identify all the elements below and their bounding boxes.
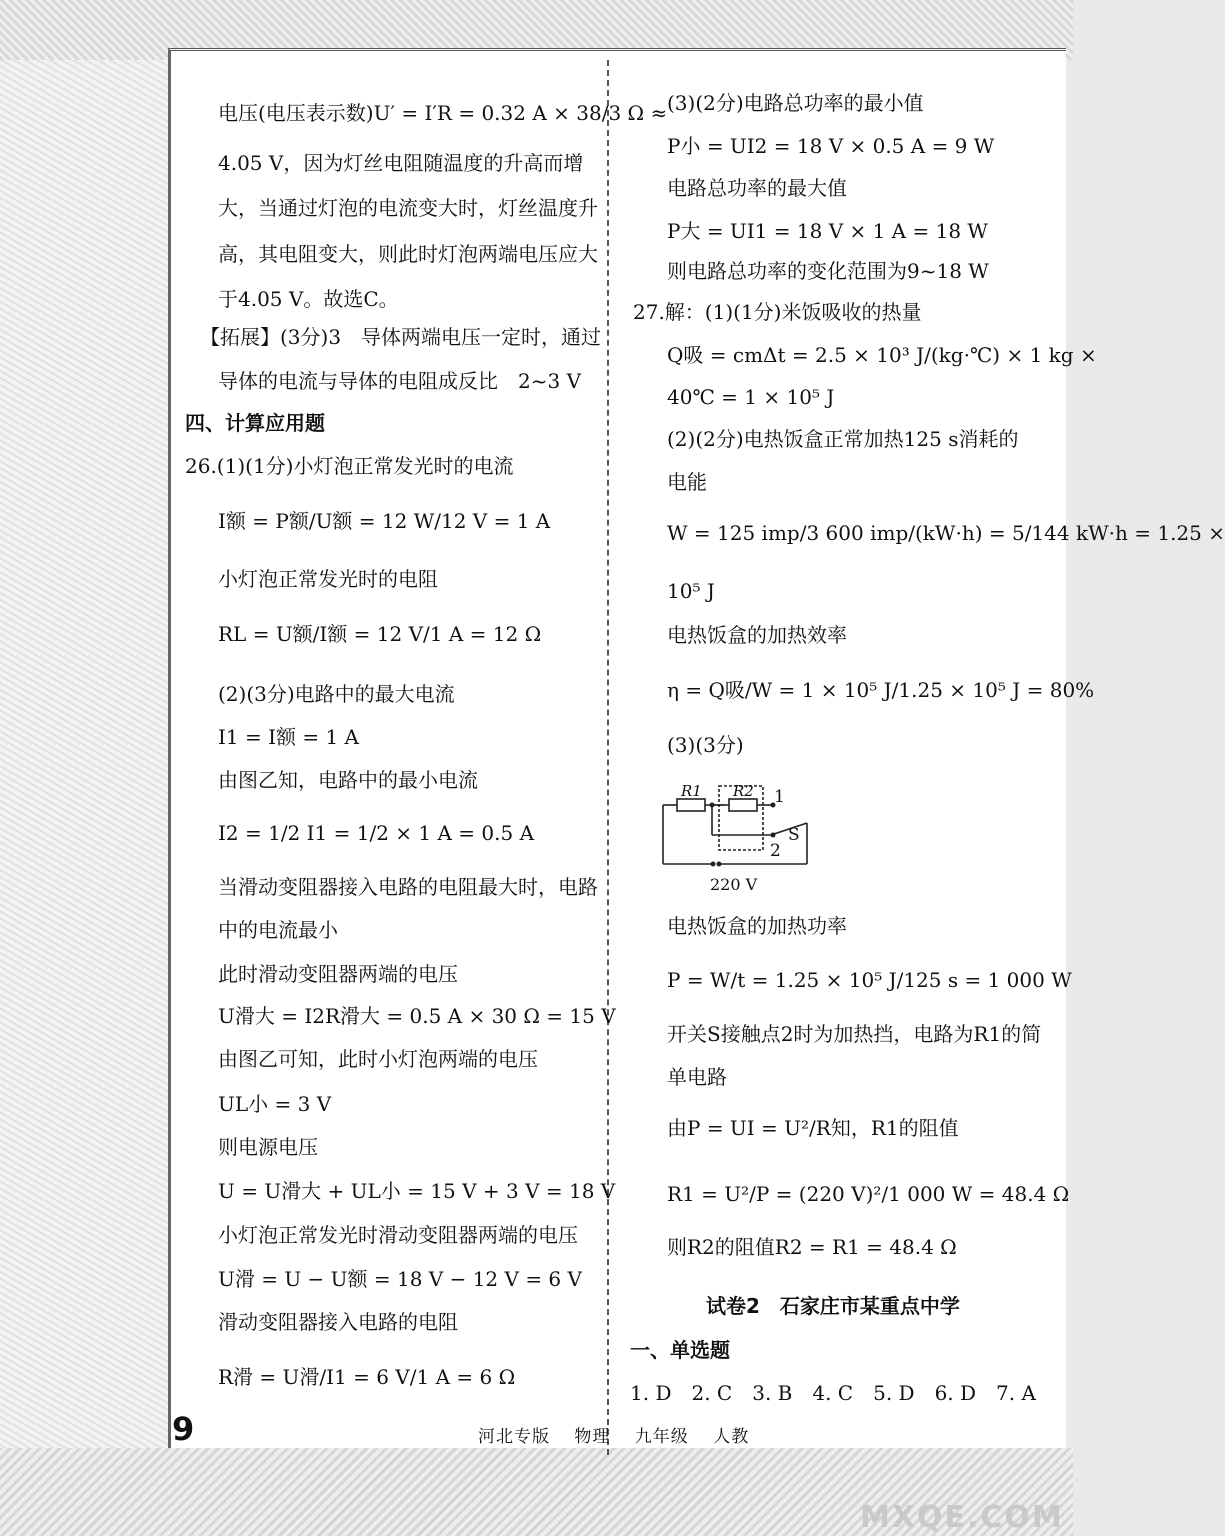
column-divider: [607, 60, 609, 1455]
label-contact-2: 2: [770, 841, 781, 861]
text-line: (3)(2分)电路总功率的最小值: [667, 91, 924, 115]
label-r2: R2: [733, 782, 754, 800]
label-r1: R1: [681, 782, 702, 800]
formula-line: UL小 = 3 V: [218, 1092, 332, 1116]
section-heading: 一、单选题: [630, 1338, 730, 1362]
footer-grade: 九年级: [634, 1427, 689, 1447]
footer-subject: 物理: [574, 1427, 611, 1447]
text-line: 4.05 V，因为灯丝电阻随温度的升高而增: [218, 151, 584, 175]
formula-line: Q吸 = cmΔt = 2.5 × 10³ J/(kg·℃) × 1 kg ×: [667, 343, 1097, 367]
formula-line: RL = U额/I额 = 12 V/1 A = 12 Ω: [218, 622, 542, 646]
formula-line: 则R2的阻值R2 = R1 = 48.4 Ω: [667, 1235, 957, 1259]
text-line: 由图乙可知，此时小灯泡两端的电压: [218, 1047, 538, 1071]
text-line: 则电源电压: [218, 1135, 318, 1159]
watermark: MXQE.COM: [860, 1500, 1064, 1535]
formula-line: 由P = UI = U²/R知，R1的阻值: [667, 1116, 959, 1140]
text-line: (2)(3分)电路中的最大电流: [218, 682, 455, 706]
formula-line: R1 = U²/P = (220 V)²/1 000 W = 48.4 Ω: [667, 1182, 1070, 1206]
left-border-decoration: [0, 0, 170, 1536]
formula-line: P小 = UI2 = 18 V × 0.5 A = 9 W: [667, 134, 995, 158]
text-line: 滑动变阻器接入电路的电阻: [218, 1310, 458, 1334]
paper-title: 试卷2 石家庄市某重点中学: [706, 1294, 960, 1318]
text-line: 则电路总功率的变化范围为9~18 W: [667, 259, 989, 283]
text-line: 由图乙知，电路中的最小电流: [218, 768, 478, 792]
text-line: 于4.05 V。故选C。: [218, 287, 399, 311]
formula-line: I额 = P额/U额 = 12 W/12 V = 1 A: [218, 509, 551, 533]
formula-line: W = 125 imp/3 600 imp/(kW·h) = 5/144 kW·h = 1.25 ×: [667, 521, 1225, 545]
formula-line: 40℃ = 1 × 10⁵ J: [667, 385, 835, 409]
text-line: 小灯泡正常发光时的电阻: [218, 567, 438, 591]
formula-line: η = Q吸/W = 1 × 10⁵ J/1.25 × 10⁵ J = 80%: [667, 678, 1095, 702]
text-line: 电热饭盒的加热功率: [667, 914, 847, 938]
text-line: 电热饭盒的加热效率: [667, 623, 847, 647]
text-line: 当滑动变阻器接入电路的电阻最大时，电路: [218, 875, 598, 899]
formula-line: U = U滑大 + UL小 = 15 V + 3 V = 18 V: [218, 1179, 616, 1203]
text-line: 中的电流最小: [218, 918, 338, 942]
text-line: 【拓展】(3分)3 导体两端电压一定时，通过: [200, 325, 602, 349]
footer-publisher: 人教: [713, 1427, 750, 1447]
formula-line: U滑 = U − U额 = 18 V − 12 V = 6 V: [218, 1267, 582, 1291]
formula-line: R滑 = U滑/I1 = 6 V/1 A = 6 Ω: [218, 1365, 516, 1389]
section-heading: 四、计算应用题: [185, 411, 325, 435]
page-number: 9: [172, 1410, 195, 1448]
label-voltage: 220 V: [710, 875, 758, 894]
text-line: 电路总功率的最大值: [667, 176, 847, 200]
text-line: 小灯泡正常发光时滑动变阻器两端的电压: [218, 1223, 578, 1247]
formula-line: I2 = 1/2 I1 = 1/2 × 1 A = 0.5 A: [218, 821, 535, 845]
text-line: (3)(3分): [667, 733, 744, 757]
footer-info: [478, 1422, 767, 1447]
formula-line: 10⁵ J: [667, 579, 715, 603]
text-line: 大，当通过灯泡的电流变大时，灯丝温度升: [218, 196, 598, 220]
label-switch-s: S: [788, 825, 800, 845]
answer-line: 1. D 2. C 3. B 4. C 5. D 6. D 7. A: [630, 1381, 1036, 1405]
text-line: 单电路: [667, 1065, 727, 1089]
text-line: 电压(电压表示数)U′ = I′R = 0.32 A × 38/3 Ω ≈: [218, 101, 668, 125]
formula-line: P大 = UI1 = 18 V × 1 A = 18 W: [667, 219, 988, 243]
formula-line: P = W/t = 1.25 × 10⁵ J/125 s = 1 000 W: [667, 968, 1072, 992]
question-heading: 27.解：(1)(1分)米饭吸收的热量: [633, 300, 922, 324]
text-line: 开关S接触点2时为加热挡，电路为R1的简: [667, 1022, 1042, 1046]
footer-edition: 河北专版: [478, 1427, 550, 1447]
text-line: 电能: [667, 470, 707, 494]
label-contact-1: 1: [774, 787, 785, 807]
text-line: 此时滑动变阻器两端的电压: [218, 962, 458, 986]
text-line: 高，其电阻变大，则此时灯泡两端电压应大: [218, 242, 598, 266]
question-heading: 26.(1)(1分)小灯泡正常发光时的电流: [185, 454, 514, 478]
text-line: 导体的电流与导体的电阻成反比 2~3 V: [218, 369, 582, 393]
formula-line: I1 = I额 = 1 A: [218, 725, 359, 749]
formula-line: U滑大 = I2R滑大 = 0.5 A × 30 Ω = 15 V: [218, 1004, 616, 1028]
text-line: (2)(2分)电热饭盒正常加热125 s消耗的: [667, 427, 1019, 451]
